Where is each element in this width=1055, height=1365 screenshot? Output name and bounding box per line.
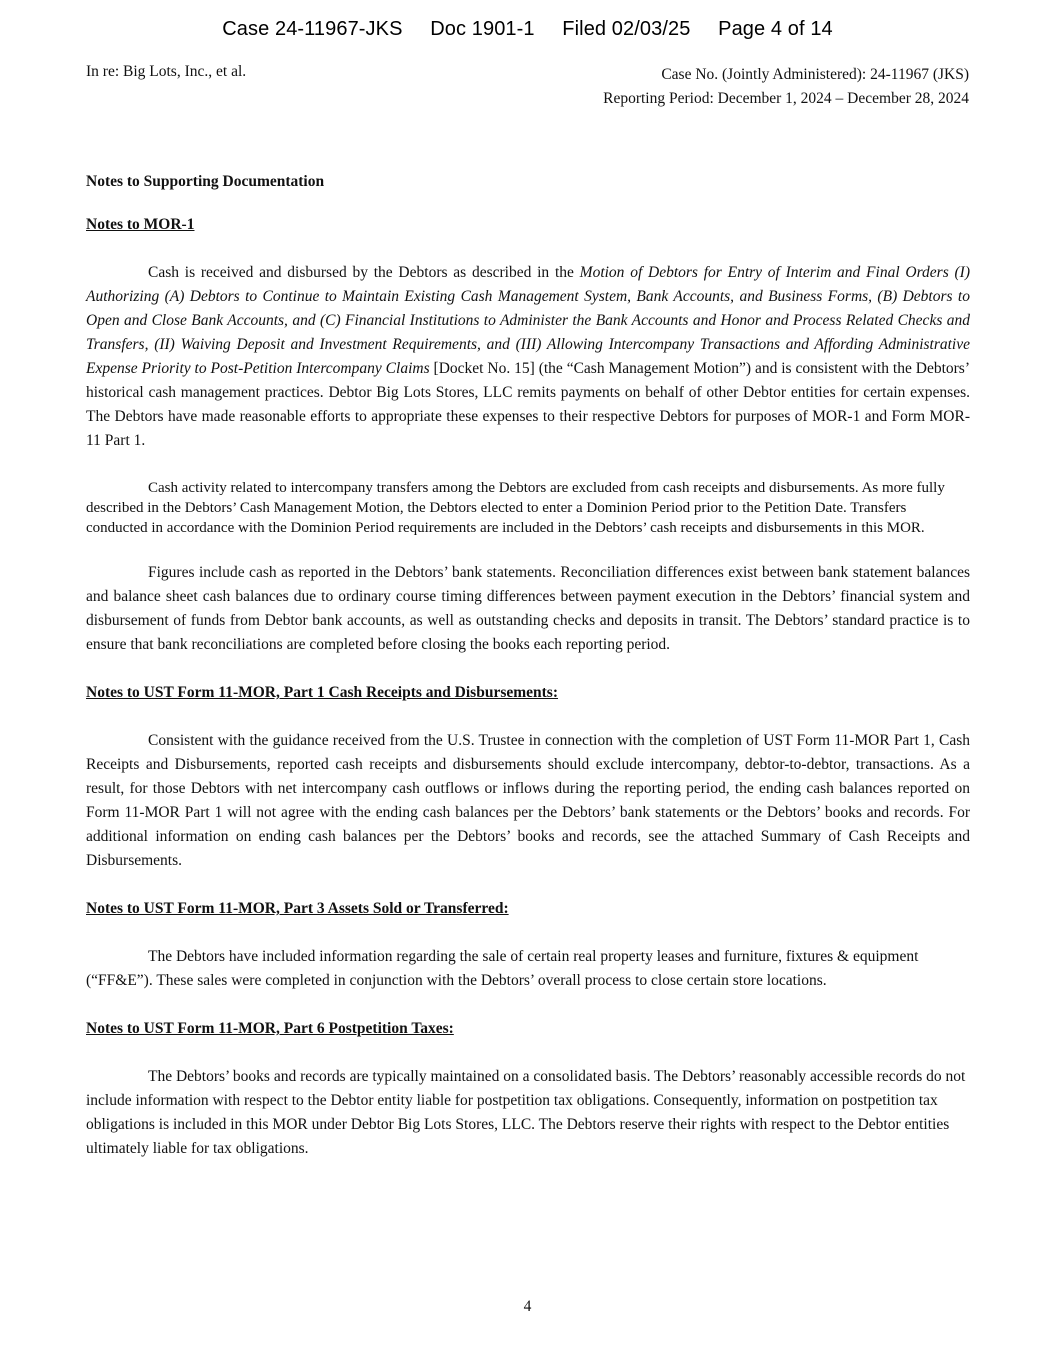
part3-paragraph: The Debtors have included information regarding the sale of certain real property leases and furniture, fixtures & equipment (“FF&E”). These sales were completed in conjunction with the Debtors’ overall process to close certain store locations. — [86, 948, 919, 989]
page-number: 4 — [523, 1298, 532, 1315]
mor1-paragraph-2: Cash activity related to intercompany transfers among the Debtors are excluded from cash receipts and disbursements. As more fully described in the Debtors’ Cash Management Motion, the Debtors elected to enter a Dominion Period prior to the Petition Date. Transfers conducted in accordance with the Dominion Period requirements are included in the Debtors’ cash receipts and disbursements in this MOR. — [86, 480, 945, 536]
part1-paragraph: Consistent with the guidance received from the U.S. Trustee in connection with the completion of UST Form 11-MOR Part 1, Cash Receipts and Disbursements, reported cash receipts and disbursements should exclude intercompany, debtor-to-debtor, transactions. As a result, for those Debtors with net intercompany cash outflows or inflows during the reporting period, the ending cash balances reported on Form 11-MOR Part 1 will not agree with the ending cash balances per the Debtors’ bank statements or the Debtors’ books and records. For additional information on ending cash balances per the Debtors’ books and records, see the attached Summary of Cash Receipts and Disbursements. — [86, 732, 970, 869]
case-number: Case No. (Jointly Administered): 24-11967 (JKS) — [661, 66, 969, 83]
section-heading-part1: Notes to UST Form 11-MOR, Part 1 Cash Receipts and Disbursements: — [86, 684, 559, 701]
motion-title: Motion of Debtors for Entry of Interim and Final Orders (I) Authorizing (A) Debtors to Continue to Maintain Existing Cash Management System, Bank Accounts, and Business Forms, (B) Debtors to Open and Close Bank Accounts, and (C) Financial Institutions to Administer the Bank Accounts and Honor and Process Related Checks and Transfers, (II) Waiving Deposit and Investment Requirements, and (III) Allowing Intercompany Transactions and Affording Administrative Expense Priority to Post-Petition Intercompany Claims — [86, 264, 970, 377]
section-heading-mor1: Notes to MOR-1 — [86, 216, 195, 233]
section-heading-part6: Notes to UST Form 11-MOR, Part 6 Postpetition Taxes: — [86, 1020, 454, 1037]
part6-paragraph: The Debtors’ books and records are typically maintained on a consolidated basis. The Debtors’ reasonably accessible records do not include information with respect to the Debtor entity liable for postpetition tax obligations. Consequently, information on postpetition tax obligations is included in this MOR under Debtor Big Lots Stores, LLC. The Debtors reserve their rights with respect to the Debtor entities ultimately liable for tax obligations. — [86, 1068, 966, 1157]
document-body — [86, 170, 970, 1161]
mor1-p1-intro: Cash is received and disbursed by the Debtors as described in the — [148, 264, 580, 281]
reporting-period: Reporting Period: December 1, 2024 – December 28, 2024 — [603, 90, 969, 107]
mor1-paragraph-1 — [86, 261, 970, 453]
mor1-paragraph-3: Figures include cash as reported in the Debtors’ bank statements. Reconciliation differences exist between bank statement balances and balance sheet cash balances due to ordinary course timing differences between payment execution in the Debtors’ financial system and disbursement of funds from Debtor bank accounts, as well as outstanding checks and deposits in transit. The Debtors’ standard practice is to ensure that bank reconciliations are completed before closing the books each reporting period. — [86, 564, 970, 653]
stamp-case: Case 24-11967-JKS — [222, 18, 403, 40]
stamp-page: Page 4 of 14 — [718, 18, 833, 40]
stamp-filed: Filed 02/03/25 — [562, 18, 691, 40]
case-caption — [603, 63, 969, 111]
mor1-p1-rest: [Docket No. 15] (the “Cash Management Motion”) and is consistent with the Debtors’ historical cash management practices. Debtor Big Lots Stores, LLC remits payments on behalf of other Debtor entities for certain expenses. The Debtors have made reasonable efforts to appropriate these expenses to their respective Debtors for purposes of MOR-1 and Form MOR-11 Part 1. — [86, 360, 970, 449]
debtor-caption: In re: Big Lots, Inc., et al. — [86, 63, 247, 80]
page-title: Notes to Supporting Documentation — [86, 173, 325, 190]
stamp-doc: Doc 1901-1 — [430, 18, 535, 40]
court-filing-stamp — [0, 18, 1055, 41]
section-heading-part3: Notes to UST Form 11-MOR, Part 3 Assets Sold or Transferred: — [86, 900, 509, 917]
